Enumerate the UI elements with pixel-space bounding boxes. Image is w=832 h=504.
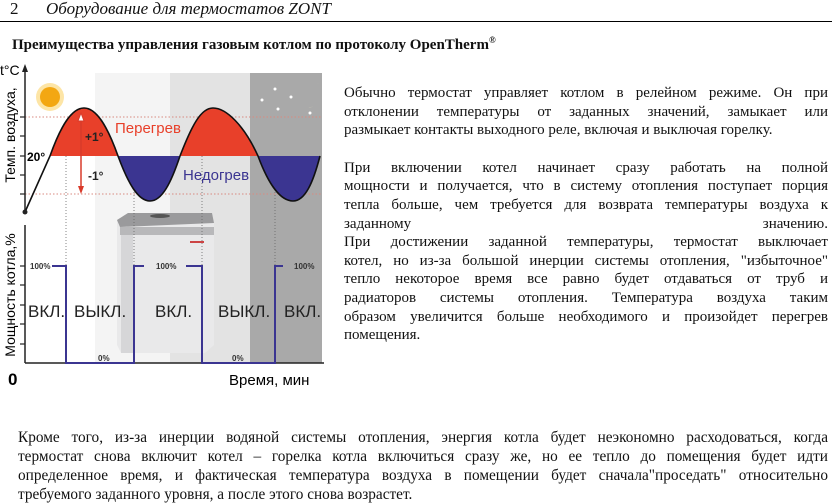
underheat-label: Недогрев	[183, 167, 250, 184]
text-line: Обычно термостат управляет котлом в релейном режиме. Он при	[344, 85, 828, 101]
text-line: заданному значению.	[344, 215, 828, 232]
curve-start-point	[23, 210, 28, 215]
text-line: требуемого заданного уровня, а после этого снова возрастет.	[18, 486, 413, 503]
power-label: 100%	[294, 262, 315, 271]
text-line: образом увеличится больше необходимого и произойдет перегрев	[344, 308, 828, 325]
text-line: тепла больше, чем требуется для возврата температуры воздуха к	[344, 196, 828, 213]
boiler-image	[117, 213, 214, 353]
state-label: ВЫКЛ.	[218, 302, 271, 321]
running-header-title: Оборудование для термостатов ZONT	[46, 0, 331, 18]
text-line: При включении котел начинает сразу работать на полной	[344, 159, 828, 176]
page-number: 2	[10, 0, 19, 18]
x-axis-label: Время, мин	[229, 372, 310, 389]
text-line: отклонении температуры от заданных значений, замыкает или	[344, 103, 828, 120]
origin-label: 0	[8, 370, 18, 389]
overheat-label: Перегрев	[115, 120, 181, 137]
plus-deviation-label: +1°	[85, 130, 104, 144]
bottom-paragraph	[18, 428, 828, 504]
state-label: ВКЛ.	[28, 302, 66, 321]
state-label: ВЫКЛ.	[74, 302, 127, 321]
state-label: ВКЛ.	[155, 302, 193, 321]
heading-text: Преимущества управления газовым котлом по протоколу OpenTherm	[12, 37, 489, 53]
y-axis-arrow-icon	[22, 64, 28, 72]
y-axis-unit: t°C	[0, 62, 20, 78]
sun-icon	[36, 83, 64, 111]
thermostat-diagram	[0, 55, 340, 395]
text-line: мощности и получается, что в систему отопления поступает порция	[344, 178, 828, 195]
y-axis-power-label: Мощность котла,%	[2, 233, 18, 357]
text-line: котел, но из-за большой инерции системы отопления, "избыточное"	[344, 252, 828, 269]
state-label: ВКЛ.	[284, 302, 322, 321]
text-line: тепло некоторое время все равно будет отдаваться от труб и	[344, 271, 828, 288]
text-line: термостат снова включит котел – горелка котла включиться сразу же, но ее тепло до помещения будет идти	[18, 448, 828, 465]
y-axis-temp-label: Темп. воздуха,	[2, 87, 18, 183]
minus-deviation-label: -1°	[88, 169, 104, 183]
text-line: Кроме того, из-за инерции водяной системы отопления, энергия котла будет неэкономно расходоваться, когда	[18, 429, 828, 446]
text-line: помещения.	[344, 327, 421, 344]
section-heading	[12, 35, 496, 54]
header-rule	[0, 21, 832, 22]
power-label: 0%	[232, 354, 244, 363]
power-label: 0%	[98, 354, 110, 363]
text-line: определенное время, и фактическая температура воздуха в помещении будет сначала"проседать" относительно	[18, 467, 828, 484]
text-line: размыкает контакты выходного реле, включая и выключая горелку.	[344, 122, 773, 139]
power-label: 100%	[30, 262, 51, 271]
text-line: При достижении заданной температуры, термостат выключает	[344, 234, 828, 251]
power-label: 100%	[156, 262, 177, 271]
right-column-text	[344, 84, 828, 345]
setpoint-label: 20°	[27, 150, 46, 164]
registered-mark: ®	[488, 35, 496, 45]
text-line: радиаторов системы отопления. Температура воздуха таким	[344, 289, 828, 306]
